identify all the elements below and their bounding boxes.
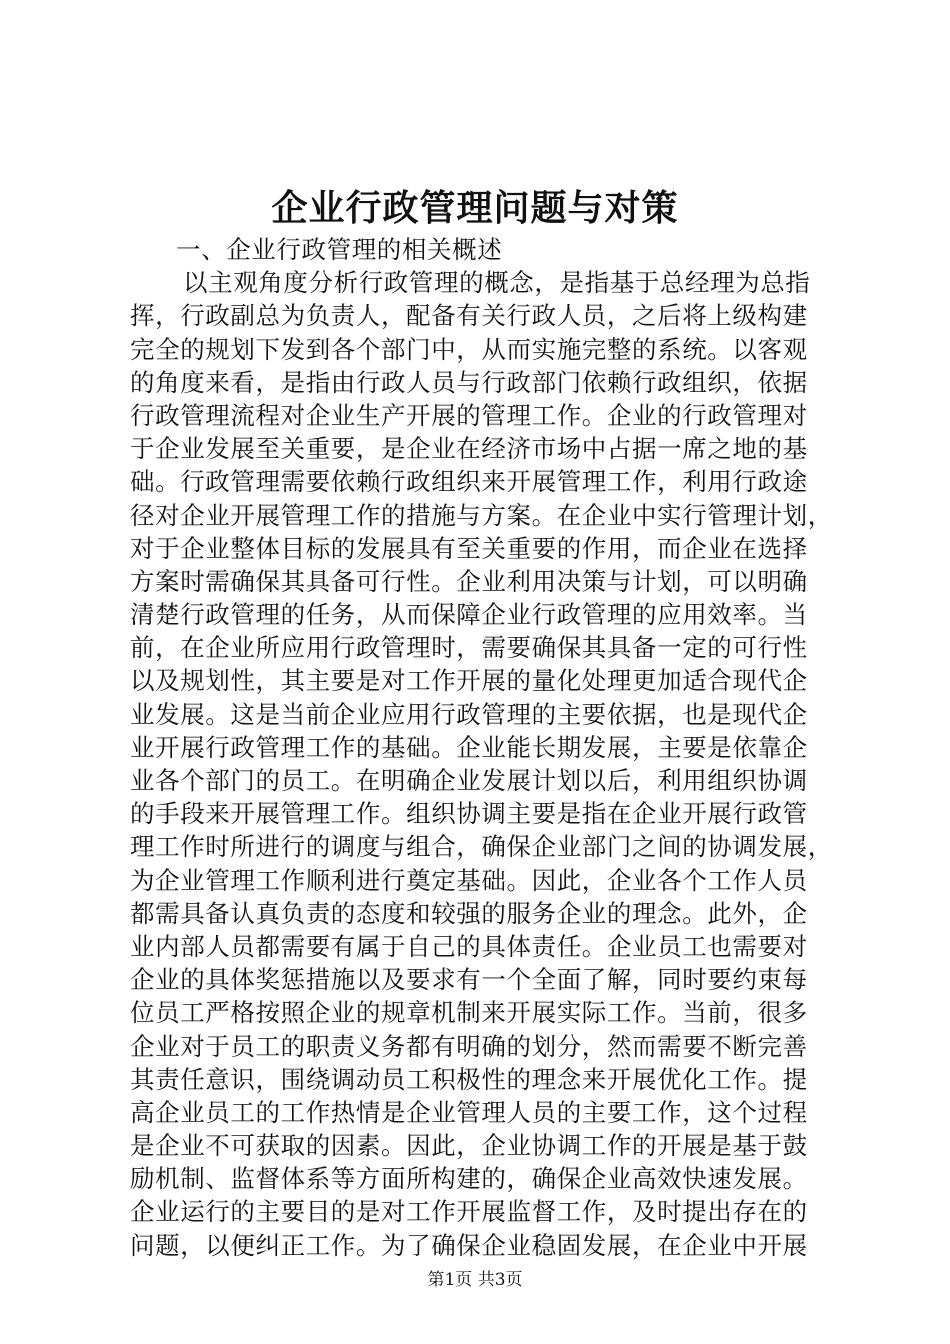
paragraph-line: 前，在企业所应用行政管理时，需要确保其具备一定的可行性 [130, 633, 808, 663]
paragraph-line: 位员工严格按照企业的规章机制来开展实际工作。当前，很多 [130, 998, 808, 1028]
document-title: 企业行政管理问题与对策 [271, 187, 679, 229]
paragraph-line: 企业对于员工的职责义务都有明确的划分，然而需要不断完善 [130, 1031, 808, 1061]
paragraph-line: 理工作时所进行的调度与组合，确保企业部门之间的协调发展， [130, 832, 833, 862]
page-footer: 第1页 共3页 [427, 1270, 523, 1290]
paragraph-line: 是企业不可获取的因素。因此，企业协调工作的开展是基于鼓 [130, 1131, 808, 1161]
paragraph-line: 的角度来看，是指由行政人员与行政部门依赖行政组织，依据 [130, 367, 808, 397]
paragraph-line: 的手段来开展管理工作。组织协调主要是指在企业开展行政管 [130, 799, 808, 829]
paragraph-line: 企业的具体奖惩措施以及要求有一个全面了解，同时要约束每 [130, 965, 808, 995]
paragraph-line: 业各个部门的员工。在明确企业发展计划以后，利用组织协调 [130, 766, 808, 795]
paragraph-line: 业内部人员都需要有属于自己的具体责任。企业员工也需要对 [130, 931, 808, 961]
paragraph-line: 方案时需确保其具备可行性。企业利用决策与计划，可以明确 [130, 566, 808, 596]
paragraph-line: 其责任意识，围绕调动员工积极性的理念来开展优化工作。提 [130, 1064, 808, 1094]
paragraph-line: 为企业管理工作顺利进行奠定基础。因此，企业各个工作人员 [130, 865, 808, 895]
paragraph-line: 清楚行政管理的任务，从而保障企业行政管理的应用效率。当 [130, 600, 808, 630]
paragraph-line: 以及规划性，其主要是对工作开展的量化处理更加适合现代企 [130, 666, 808, 696]
paragraph-line: 础。行政管理需要依赖行政组织来开展管理工作，利用行政途 [130, 467, 808, 497]
paragraph-line: 问题，以便纠正工作。为了确保企业稳固发展，在企业中开展 [130, 1230, 808, 1260]
paragraph-line: 以主观角度分析行政管理的概念，是指基于总经理为总指 [183, 268, 811, 298]
paragraph-line: 业发展。这是当前企业应用行政管理的主要依据，也是现代企 [130, 699, 808, 729]
paragraph-line: 企业运行的主要目的是对工作开展监督工作，及时提出存在的 [130, 1197, 808, 1227]
paragraph-line: 业开展行政管理工作的基础。企业能长期发展，主要是依靠企 [130, 732, 808, 762]
paragraph-line: 励机制、监督体系等方面所构建的，确保企业高效快速发展。 [130, 1164, 808, 1194]
document-body [130, 233, 833, 1262]
paragraph-line: 挥，行政副总为负责人，配备有关行政人员，之后将上级构建 [130, 301, 808, 331]
paragraph-line: 对于企业整体目标的发展具有至关重要的作用，而企业在选择 [130, 533, 808, 563]
paragraph-line: 高企业员工的工作热情是企业管理人员的主要工作，这个过程 [130, 1097, 808, 1127]
paragraph-line: 于企业发展至关重要，是企业在经济市场中占据一席之地的基 [130, 434, 808, 464]
paragraph-line: 完全的规划下发到各个部门中，从而实施完整的系统。以客观 [130, 334, 808, 364]
paragraph-line: 都需具备认真负责的态度和较强的服务企业的理念。此外，企 [130, 898, 808, 928]
paragraph-line: 径对企业开展管理工作的措施与方案。在企业中实行管理计划， [130, 500, 833, 530]
paragraph-line: 行政管理流程对企业生产开展的管理工作。企业的行政管理对 [130, 400, 808, 430]
section-heading: 一、企业行政管理的相关概述 [176, 235, 503, 264]
